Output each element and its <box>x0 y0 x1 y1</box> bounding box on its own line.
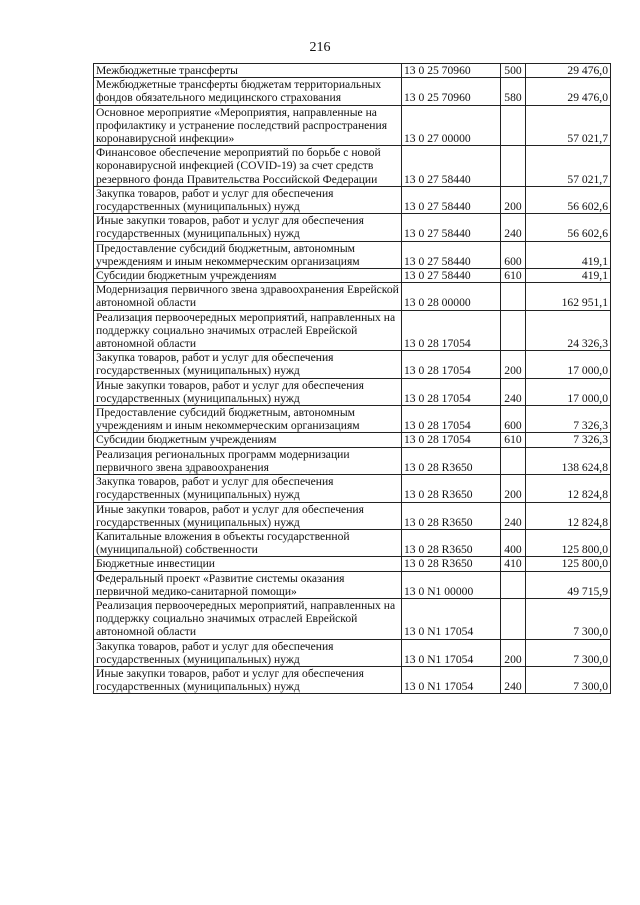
row-amount: 7 300,0 <box>526 639 611 666</box>
row-expense-type: 200 <box>501 639 526 666</box>
row-code: 13 0 28 R3650 <box>402 447 501 474</box>
row-code: 13 0 28 17054 <box>402 310 501 351</box>
row-code: 13 0 28 17054 <box>402 378 501 405</box>
row-amount: 17 000,0 <box>526 351 611 378</box>
row-expense-type: 200 <box>501 475 526 502</box>
table-row <box>94 502 611 529</box>
row-name: Иные закупки товаров, работ и услуг для обеспечения государственных (муниципальных) нужд <box>94 378 402 405</box>
row-expense-type: 580 <box>501 78 526 105</box>
row-expense-type: 500 <box>501 64 526 78</box>
table-row <box>94 598 611 639</box>
row-name: Модернизация первичного звена здравоохранения Еврейской автономной области <box>94 283 402 310</box>
table-row <box>94 378 611 405</box>
row-amount: 419,1 <box>526 269 611 283</box>
row-name: Федеральный проект «Развитие системы оказания первичной медико-санитарной помощи» <box>94 571 402 598</box>
row-name: Иные закупки товаров, работ и услуг для обеспечения государственных (муниципальных) нужд <box>94 502 402 529</box>
row-name: Бюджетные инвестиции <box>94 557 402 571</box>
page-number: 216 <box>309 40 331 55</box>
row-expense-type <box>501 105 526 146</box>
table-row <box>94 283 611 310</box>
table-row <box>94 186 611 213</box>
row-expense-type: 240 <box>501 666 526 693</box>
row-code: 13 0 27 00000 <box>402 105 501 146</box>
row-name: Иные закупки товаров, работ и услуг для обеспечения государственных (муниципальных) нужд <box>94 214 402 241</box>
table-row <box>94 406 611 433</box>
table-row <box>94 269 611 283</box>
row-expense-type <box>501 283 526 310</box>
row-name: Реализация первоочередных мероприятий, направленных на поддержку социально значимых отраслей Еврейской автономной области <box>94 598 402 639</box>
row-amount: 29 476,0 <box>526 64 611 78</box>
row-expense-type: 200 <box>501 186 526 213</box>
row-name: Субсидии бюджетным учреждениям <box>94 269 402 283</box>
row-expense-type <box>501 447 526 474</box>
table-row <box>94 571 611 598</box>
row-amount: 29 476,0 <box>526 78 611 105</box>
row-amount: 125 800,0 <box>526 557 611 571</box>
table-row <box>94 557 611 571</box>
row-code: 13 0 27 58440 <box>402 146 501 187</box>
row-expense-type: 610 <box>501 269 526 283</box>
row-amount: 7 326,3 <box>526 433 611 447</box>
row-amount: 7 300,0 <box>526 666 611 693</box>
row-amount: 138 624,8 <box>526 447 611 474</box>
budget-table-body <box>94 64 611 694</box>
row-name: Субсидии бюджетным учреждениям <box>94 433 402 447</box>
row-expense-type: 240 <box>501 378 526 405</box>
row-code: 13 0 28 R3650 <box>402 475 501 502</box>
row-name: Межбюджетные трансферты бюджетам территориальных фондов обязательного медицинского страхования <box>94 78 402 105</box>
row-code: 13 0 N1 17054 <box>402 639 501 666</box>
row-amount: 56 602,6 <box>526 186 611 213</box>
row-expense-type <box>501 146 526 187</box>
row-name: Предоставление субсидий бюджетным, автономным учреждениям и иным некоммерческим организациям <box>94 406 402 433</box>
table-row <box>94 639 611 666</box>
row-name: Межбюджетные трансферты <box>94 64 402 78</box>
table-row <box>94 241 611 268</box>
table-row <box>94 475 611 502</box>
row-name: Закупка товаров, работ и услуг для обеспечения государственных (муниципальных) нужд <box>94 475 402 502</box>
row-expense-type: 600 <box>501 241 526 268</box>
row-code: 13 0 28 R3650 <box>402 557 501 571</box>
row-code: 13 0 25 70960 <box>402 64 501 78</box>
row-code: 13 0 28 17054 <box>402 433 501 447</box>
row-code: 13 0 27 58440 <box>402 269 501 283</box>
row-amount: 12 824,8 <box>526 502 611 529</box>
row-expense-type: 240 <box>501 502 526 529</box>
row-expense-type: 600 <box>501 406 526 433</box>
table-row <box>94 105 611 146</box>
row-code: 13 0 28 00000 <box>402 283 501 310</box>
row-code: 13 0 27 58440 <box>402 241 501 268</box>
row-name: Закупка товаров, работ и услуг для обеспечения государственных (муниципальных) нужд <box>94 186 402 213</box>
row-amount: 49 715,9 <box>526 571 611 598</box>
row-code: 13 0 27 58440 <box>402 186 501 213</box>
table-row <box>94 447 611 474</box>
table-row <box>94 146 611 187</box>
row-expense-type: 240 <box>501 214 526 241</box>
row-code: 13 0 28 R3650 <box>402 502 501 529</box>
table-row <box>94 666 611 693</box>
row-expense-type: 400 <box>501 529 526 556</box>
row-amount: 17 000,0 <box>526 378 611 405</box>
row-expense-type <box>501 598 526 639</box>
table-row <box>94 433 611 447</box>
row-code: 13 0 28 17054 <box>402 406 501 433</box>
row-amount: 56 602,6 <box>526 214 611 241</box>
row-name: Закупка товаров, работ и услуг для обеспечения государственных (муниципальных) нужд <box>94 351 402 378</box>
row-code: 13 0 28 R3650 <box>402 529 501 556</box>
row-amount: 57 021,7 <box>526 146 611 187</box>
row-amount: 125 800,0 <box>526 529 611 556</box>
row-name: Закупка товаров, работ и услуг для обеспечения государственных (муниципальных) нужд <box>94 639 402 666</box>
row-code: 13 0 N1 17054 <box>402 598 501 639</box>
row-code: 13 0 25 70960 <box>402 78 501 105</box>
row-name: Капитальные вложения в объекты государственной (муниципальной) собственности <box>94 529 402 556</box>
table-row <box>94 64 611 78</box>
table-row <box>94 310 611 351</box>
row-amount: 24 326,3 <box>526 310 611 351</box>
row-name: Финансовое обеспечение мероприятий по борьбе с новой коронавирусной инфекцией (COVID-19) за счет средств резервного фонда Правительства Российской Федерации <box>94 146 402 187</box>
row-name: Иные закупки товаров, работ и услуг для обеспечения государственных (муниципальных) нужд <box>94 666 402 693</box>
row-name: Основное мероприятие «Мероприятия, направленные на профилактику и устранение последствий распространения коронавирусной инфекции» <box>94 105 402 146</box>
row-amount: 57 021,7 <box>526 105 611 146</box>
table-row <box>94 529 611 556</box>
row-amount: 7 326,3 <box>526 406 611 433</box>
row-amount: 12 824,8 <box>526 475 611 502</box>
table-row <box>94 214 611 241</box>
row-expense-type: 200 <box>501 351 526 378</box>
row-name: Реализация региональных программ модернизации первичного звена здравоохранения <box>94 447 402 474</box>
table-row <box>94 351 611 378</box>
table-row <box>94 78 611 105</box>
row-name: Реализация первоочередных мероприятий, направленных на поддержку социально значимых отраслей Еврейской автономной области <box>94 310 402 351</box>
row-expense-type: 610 <box>501 433 526 447</box>
row-amount: 162 951,1 <box>526 283 611 310</box>
row-expense-type <box>501 310 526 351</box>
row-expense-type: 410 <box>501 557 526 571</box>
row-code: 13 0 28 17054 <box>402 351 501 378</box>
row-code: 13 0 N1 17054 <box>402 666 501 693</box>
budget-table <box>93 63 611 694</box>
row-code: 13 0 N1 00000 <box>402 571 501 598</box>
row-expense-type <box>501 571 526 598</box>
row-amount: 419,1 <box>526 241 611 268</box>
row-code: 13 0 27 58440 <box>402 214 501 241</box>
row-amount: 7 300,0 <box>526 598 611 639</box>
row-name: Предоставление субсидий бюджетным, автономным учреждениям и иным некоммерческим организациям <box>94 241 402 268</box>
